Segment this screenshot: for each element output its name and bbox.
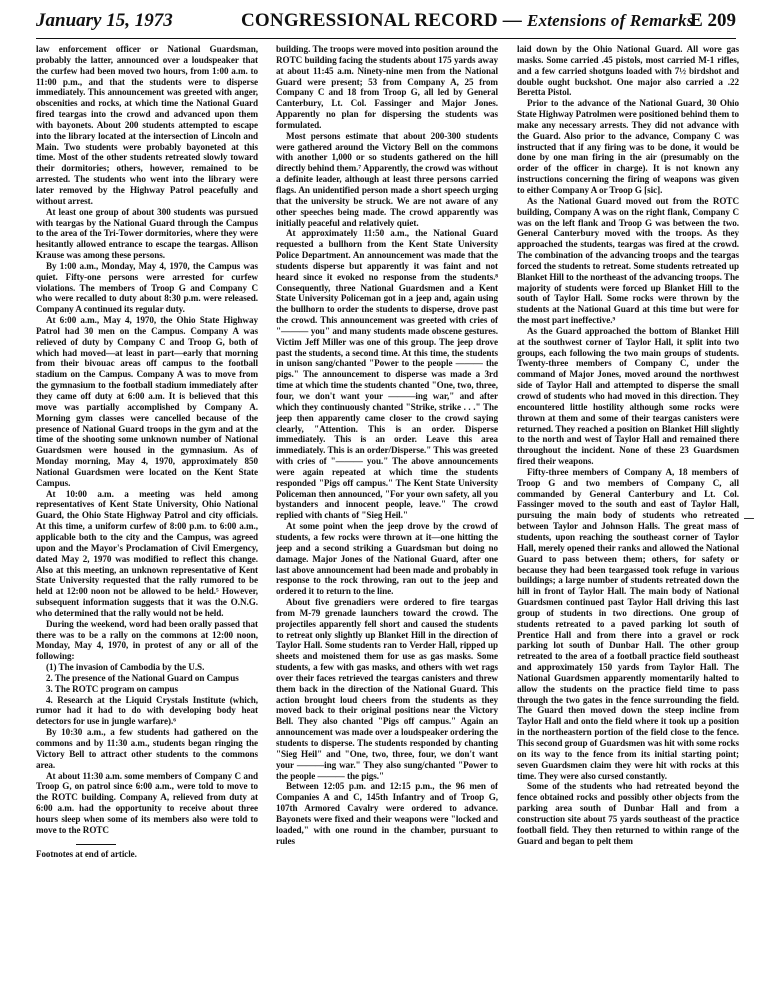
header-date: January 15, 1973	[36, 10, 173, 31]
header-page-number: E 209	[690, 10, 736, 31]
footnote-divider	[76, 844, 116, 845]
paragraph: Fifty-three members of Company A, 18 members of Troop G and two members of Company C, all commanded by General Canterbury and Lt. Col. Fassinger moved to the south and east of Taylor Hall, pursuing the main body of students who retreated between Taylor and Johnson Halls. The great mass of students, upon reaching the southeast corner of Taylor Hall, merely opened their ranks and allowed the National Guard to pass between them; others, for safety or because they had been teargassed took refuge in various buildings; a large number of students retreated down the hill in front of Taylor Hall. The main body of National Guardsmen continued past Taylor Hall driving this last group of students in two directions. One group of students retreated to a paved parking lot south of Prentice Hall and from there into a gravel or rock parking lot south of Dunbar Hall. The other group retreated to the area of a football practice field southeast and approximately 150 yards from Taylor Hall. The National Guardsmen apparently momentarily halted to allow the students on the practice field time to pass through the two gates in the fence surrounding the field. The Guard then moved down the steep incline from Taylor Hall and onto the field where it took up a position in the northeastern portion of the field close to the fence. This second group of Guardsmen was hit with some rocks on its way to the fence from its initial starting point; seven Guardsmen claim they were hit with rocks at this time. They were also cursed constantly.	[517, 466, 739, 781]
paragraph: As the Guard approached the bottom of Blanket Hill at the southwest corner of Taylor Hall, it split into two groups, each following the two main groups of students. Twenty-three members of Company C, under the command of Major Jones, moved around the northwest side of Taylor Hall and attempted to disperse the small crowd of students who had moved in this direction. They encountered little hostility although some rocks were thrown at them and some of their teargas canisters were returned. They reached a position on Blanket Hill slightly to the north and west of Taylor Hall and remained there throughout the incident. None of these 23 Guardsmen fired their weapons.	[517, 325, 739, 467]
paragraph: At some point when the jeep drove by the crowd of students, a few rocks were thrown at it—one hitting the jeep and a second striking a Guardsman but doing no damage. Major Jones of the National Guard, after one last above announcement had been made and probably in response to the rock throwing, ran out to the jeep and ordered it to return to the line.	[276, 521, 498, 597]
margin-tick-mark	[744, 518, 754, 519]
list-item: 2. The presence of the National Guard on Campus	[46, 672, 239, 683]
paragraph: Most persons estimate that about 200-300 students were gathered around the Victory Bell on the commons with another 1,000 or so students gathered on the hill directly behind them.⁷ Apparently, the crowd was without a definite leader, although at least three persons carried flags. An unidentified person made a short speech urging that the university be struck. We are not aware of any other speeches being made. The crowd apparently was initially peaceful and relatively quiet.	[276, 130, 498, 228]
page-header	[36, 8, 736, 39]
list-item: 3. The ROTC program on campus	[46, 683, 179, 694]
paragraph: During the weekend, word had been orally passed that there was to be a rally on the commons at 12:00 noon, Monday, May 4, 1970, in protest of any or all of the following:	[36, 618, 258, 662]
paragraph: laid down by the Ohio National Guard. All wore gas masks. Some carried .45 pistols, most carried M-1 rifles, and a few carried shotguns loaded with 7½ birdshot and double ought buckshot. One major also carried a .22 Beretta Pistol.	[517, 44, 739, 98]
footnote-note: Footnotes at end of article.	[36, 848, 137, 859]
paragraph: By 1:00 a.m., Monday, May 4, 1970, the Campus was quiet. Fifty-one persons were arrested for curfew violations. The members of Troop G and Company C who were recalled to duty about 8:30 p.m. were released. Company A continued its regular duty.	[36, 260, 258, 315]
text-column-1	[36, 44, 258, 974]
header-title	[241, 10, 694, 32]
paragraph: Between 12:05 p.m. and 12:15 p.m., the 96 men of Companies A and C, 145th Infantry and of Troop G, 107th Armored Cavalry were ordered to advance. Bayonets were fixed and their weapons were "locked and loaded," with one round in the chamber, pursuant to rules	[276, 781, 498, 846]
text-column-3	[517, 44, 739, 974]
paragraph: Some of the students who had retreated beyond the fence obtained rocks and possibly other objects from the parking area south of Dunbar Hall and from a construction site about 75 yards southeast of the practice football field. They then returned to within range of the Guard and began to pelt them	[517, 781, 739, 846]
text-column-2	[276, 44, 498, 974]
list-item: (1) The invasion of Cambodia by the U.S.	[46, 662, 205, 673]
header-section: Extensions of Remarks	[526, 11, 694, 30]
paragraph: By 10:30 a.m., a few students had gathered on the commons and by 11:30 a.m., students began ringing the Victory Bell to attract other students to the commons area.	[36, 727, 258, 770]
paragraph: law enforcement officer or National Guardsman, probably the latter, announced over a loudspeaker that the curfew had been moved two hours, from 1:00 a.m. to 11:00 p.m., and that the students were to disperse immediately. This announcement was greeted with anger, obscenities and rocks, at which time the National Guard fired teargas into the crowd and advanced upon them with bayonets. About 200 students attempted to escape into the library located at the intersection of Lincoln and Main. Two students were probably bayoneted at this time. Most of the other students retreated slowly toward their dormitories; others, however, remained to be arrested. The students who went into the library were later removed by the Highway Patrol peacefully and without arrest.	[36, 44, 258, 206]
paragraph: At least one group of about 300 students was pursued with teargas by the National Guard through the Campus to the area of the Tri-Tower dormitories, where they were hesitantly allowed entrance to escape the teargas. Allison Krause was among these persons.	[36, 206, 258, 261]
paragraph: At approximately 11:50 a.m., the National Guard requested a bullhorn from the Kent State University Police Department. An announcement was made that the students disperse but apparently it was faint and not heard since it evoked no response from the students.⁸ Consequently, three National Guardsmen and a Kent State University Policeman got in a jeep and, again using the bullhorn to order the students to disperse, drove past the crowd. This announcement was greeted with cries of "——— you" and many students made obscene gestures. Victim Jeff Miller was one of this group. The jeep drove past the students, a second time. At this time, the students in unison sang/chanted "Power to the people ——— the pigs." The announcement to disperse was made a 3rd time at which time the students chanted "One, two, three, four, we don't want your ———ing war," and after which they continuously chanted "Strike, strike . . ." The jeep then apparently came closer to the crowd saying clearly, "Attention. This is an order. Disperse immediately. This is an order. Leave this area immediately. This is an order/Disperse." This was greeted with cries of "——— you." The above announcements were again repeated at which time the students responded "Pigs off campus." The Kent State University Policeman then announced, "For your own safety, all you bystanders and innocent people, leave." The crowd replied with chants of "Sieg Heil."	[276, 228, 498, 521]
paragraph: About five grenadiers were ordered to fire teargas from M-79 grenade launchers toward the crowd. The projectiles apparently fell short and caused the students to retreat only slightly up Blanket Hill in the direction of Taylor Hall. Some students ran to Verder Hall, ripped up sheets and moistened them for use as gas masks. Some students, a few with gas masks, and others with wet rags over their faces retrieved the teargas canisters and threw them back in the direction of the National Guard. This action brought loud cheers from the students as they moved back to their original positions near the Victory Bell. They also chanted "Pigs off campus." Again an announcement was made over a loudspeaker ordering the students to disperse. The students responded by chanting "Sieg Heil" and "One, two, three, four, we don't want your ———ing war." They also sung/chanted "Power to the people ——— the pigs."	[276, 597, 498, 781]
list-item: 4. Research at the Liquid Crystals Institute (which, rumor had it had to do with developing body heat detectors for use in jungle warfare).⁶	[36, 694, 258, 727]
paragraph: building. The troops were moved into position around the ROTC building facing the students about 175 yards away at about 11:45 a.m. Ninety-nine men from the National Guard were present; 53 from Company A, 25 from Company C and 18 from Troop G, all led by General Canterbury, Lt. Col. Fassinger and Major Jones. Apparently no plan for dispersing the students was formulated.	[276, 44, 498, 130]
paragraph: At about 11:30 a.m. some members of Company C and Troop G, on patrol since 6:00 a.m., were told to move to the ROTC building. Company A, relieved from duty at 6:00 a.m. had the opportunity to receive about three hours sleep when some of its members also were told to move to the ROTC	[36, 770, 258, 835]
header-publication: CONGRESSIONAL RECORD —	[241, 10, 527, 31]
paragraph: As the National Guard moved out from the ROTC building, Company A was on the right flank, Company C was on the left flank and Troop G was between the two. General Canterbury moved with the troops. As they approached the students, teargas was fired at the crowd. The combination of the advancing troops and the teargas forced the students to retreat. Some students retreated up Blanket Hill to the northeast of the advancing troops. The majority of students were forced up Blanket Hill to the south of Taylor Hall. Some rocks were thrown by the students at the National Guard at this time but were for the most part ineffective.⁹	[517, 195, 739, 326]
paragraph: At 6:00 a.m., May 4, 1970, the Ohio State Highway Patrol had 30 men on the Campus. Company A was relieved of duty by Company C and Troop G, both of which had moved—at least in part—early that morning from their bivouac areas off campus to the football stadium on the Campus. Company A was to move from the gymnasium to the football stadium immediately after they came off duty at 6:00 a.m. It is believed that this move was partially accomplished by Company A. Morning gym classes were cancelled because of the presence of National Guard troops in the gym and at the time of the shooting some unknown number of National Guardsmen were housed in the gymnasium. As of Monday morning, May 4, 1970, approximately 850 National Guardsmen were located on the Kent State Campus.	[36, 315, 258, 488]
paragraph: Prior to the advance of the National Guard, 30 Ohio State Highway Patrolmen were positioned behind them to make any necessary arrests. They did not advance with the Guard. Also prior to the advance, Company C was instructed that if any firing was to be done, it would be done by one man firing in the air (presumably on the order of the officer in charge). It is not known any instructions concerning the firing of weapons was given to either Company A or Troop G [sic].	[517, 98, 739, 195]
paragraph: At 10:00 a.m. a meeting was held among representatives of Kent State University, Ohio National Guard, the Ohio State Highway Patrol and city officials. At this time, a uniform curfew of 8:00 p.m. to 6:00 a.m., applicable both to the city and the Campus, was agreed upon and the Mayor's Proclamation of Civil Emergency, dated May 2, 1970 was modified to reflect this change. Also at this meeting, an unknown representative of Kent State University requested that the rally rumored to be held at 12:00 noon not be allowed to be held.⁵ However, subsequent information suggests that it was the O.N.G. who determined that the rally would not be held.	[36, 488, 258, 618]
